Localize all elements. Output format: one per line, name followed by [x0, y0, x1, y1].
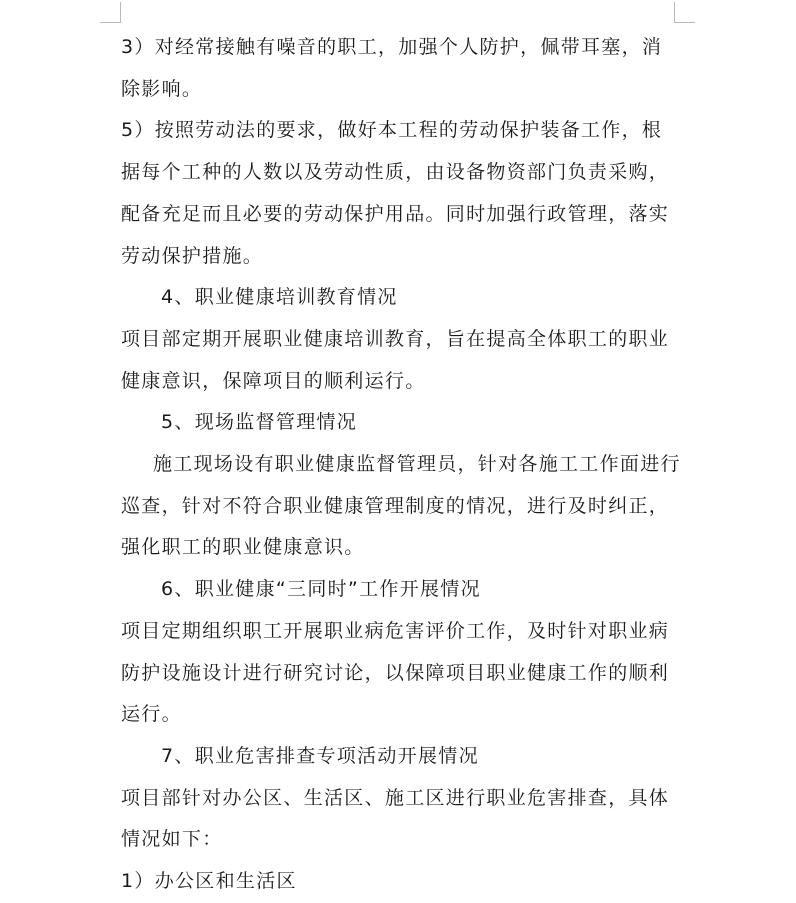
- paragraph-hazard-inspection: 项目部针对办公区、生活区、施工区进行职业危害排查，具体情况如下：: [121, 786, 670, 851]
- document-body[interactable]: [121, 27, 681, 903]
- page-margin-corner-top-left: [100, 2, 121, 23]
- paragraph-training-education: 项目部定期开展职业健康培训教育，旨在提高全体职工的职业健康意识，保障项目的顺利运行。: [121, 327, 670, 392]
- paragraph-noise-protection: 3）对经常接触有噪音的职工，加强个人防护，佩带耳塞，消除影响。: [121, 36, 663, 100]
- paragraph-office-living-area: 1）办公区和生活区: [121, 870, 297, 893]
- page-margin-corner-top-right: [674, 2, 695, 23]
- heading-training-education: 4、职业健康培训教育情况: [161, 286, 398, 309]
- heading-hazard-inspection: 7、职业危害排查专项活动开展情况: [161, 744, 479, 767]
- heading-site-supervision: 5、现场监督管理情况: [161, 411, 358, 434]
- heading-three-simultaneous: 6、职业健康“三同时”工作开展情况: [161, 578, 481, 601]
- paragraph-site-supervision: 施工现场设有职业健康监督管理员，针对各施工工作面进行巡查，针对不符合职业健康管理制度的情况，进行及时纠正，强化职工的职业健康意识。: [121, 453, 681, 559]
- paragraph-labor-protection: 5）按照劳动法的要求，做好本工程的劳动保护装备工作，根据每个工种的人数以及劳动性质，由设备物资部门负责采购，配备充足而且必要的劳动保护用品。同时加强行政管理，落实劳动保护措施。: [121, 119, 670, 267]
- paragraph-three-simultaneous: 项目定期组织职工开展职业病危害评价工作，及时针对职业病防护设施设计进行研究讨论，以保障项目职业健康工作的顺利运行。: [121, 619, 670, 726]
